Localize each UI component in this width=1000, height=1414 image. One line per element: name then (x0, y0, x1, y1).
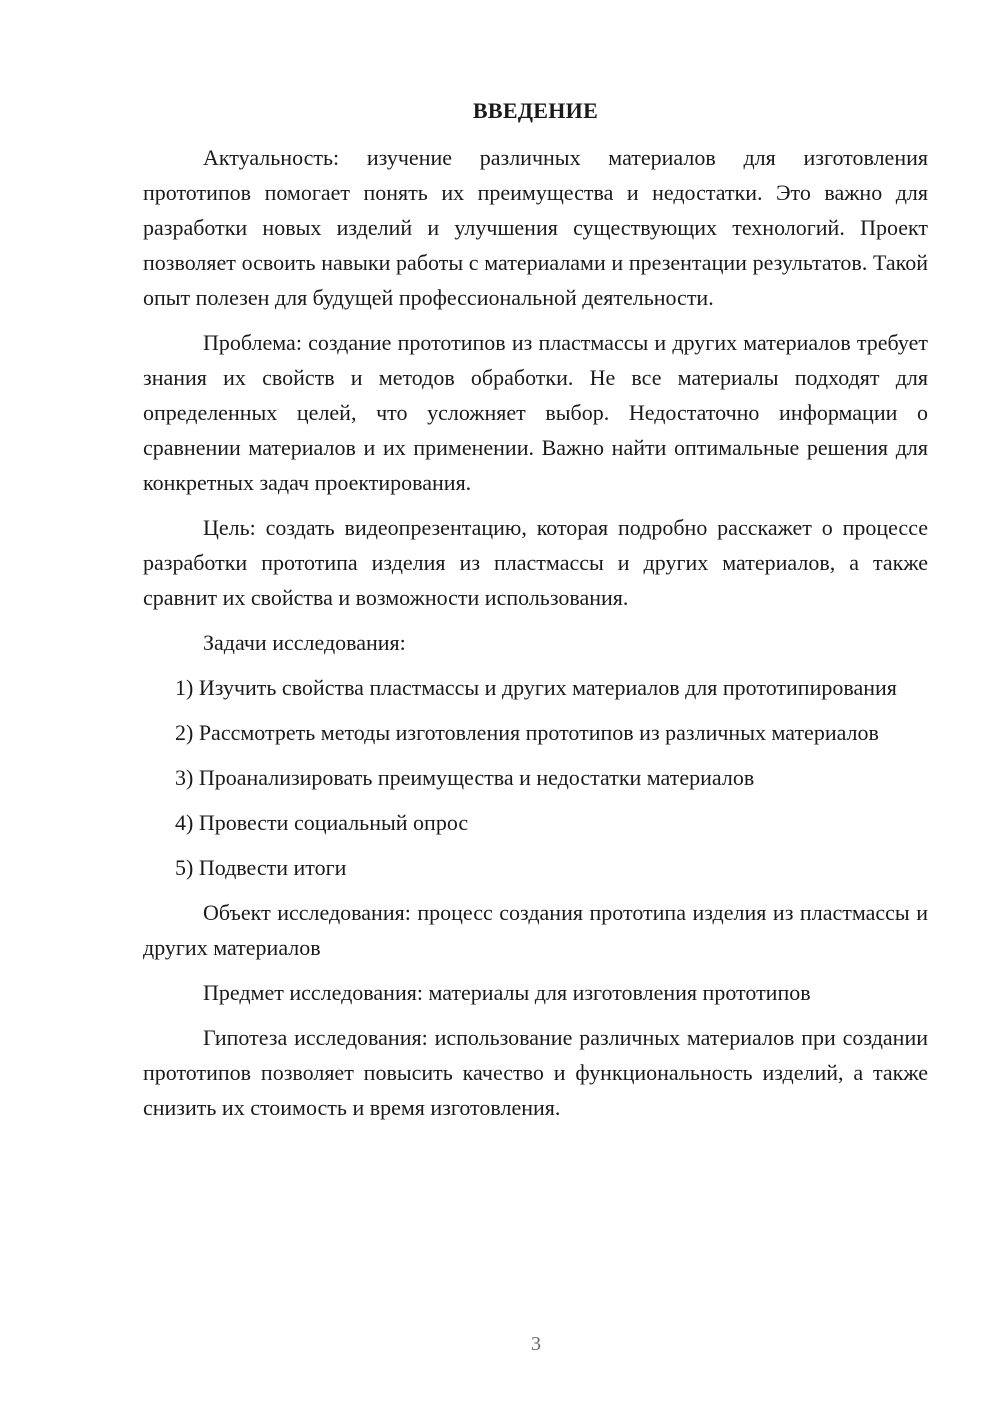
problem-paragraph: Проблема: создание прототипов из пластмассы и других материалов требует знания их свойств и методов обработки. Не все материалы подходят для определенных целей, что усложняет выбор. Недостаточно информации о сравнении материалов и их применении. Важно найти оптимальные решения для конкретных задач проектирования. (143, 330, 928, 495)
page-content (143, 96, 928, 1135)
tasks-heading: Задачи исследования: (203, 630, 406, 655)
task-item-1: 1) Изучить свойства пластмассы и других материалов для прототипирования (175, 675, 897, 700)
task-item-5: 5) Подвести итоги (175, 855, 347, 880)
relevance-paragraph: Актуальность: изучение различных материалов для изготовления прототипов помогает понять их преимущества и недостатки. Это важно для разработки новых изделий и улучшения существующих технологий. Проект позволяет освоить навыки работы с материалами и презентации результатов. Такой опыт полезен для будущей профессиональной деятельности. (143, 145, 928, 310)
subject-paragraph: Предмет исследования: материалы для изготовления прототипов (203, 980, 811, 1005)
goal-paragraph: Цель: создать видеопрезентацию, которая подробно расскажет о процессе разработки прототипа изделия из пластмассы и других материалов, а также сравнит их свойства и возможности использования. (143, 515, 928, 610)
object-paragraph: Объект исследования: процесс создания прототипа изделия из пластмассы и других материалов (143, 900, 928, 960)
task-item-3: 3) Проанализировать преимущества и недостатки материалов (175, 765, 755, 790)
section-heading: ВВЕДЕНИЕ (472, 98, 599, 123)
task-item-4: 4) Провести социальный опрос (175, 810, 469, 835)
task-item-2: 2) Рассмотреть методы изготовления прототипов из различных материалов (175, 720, 879, 745)
page-number: 3 (531, 1333, 541, 1355)
hypothesis-paragraph: Гипотеза исследования: использование различных материалов при создании прототипов позволяет повысить качество и функциональность изделий, а также снизить их стоимость и время изготовления. (143, 1025, 928, 1120)
